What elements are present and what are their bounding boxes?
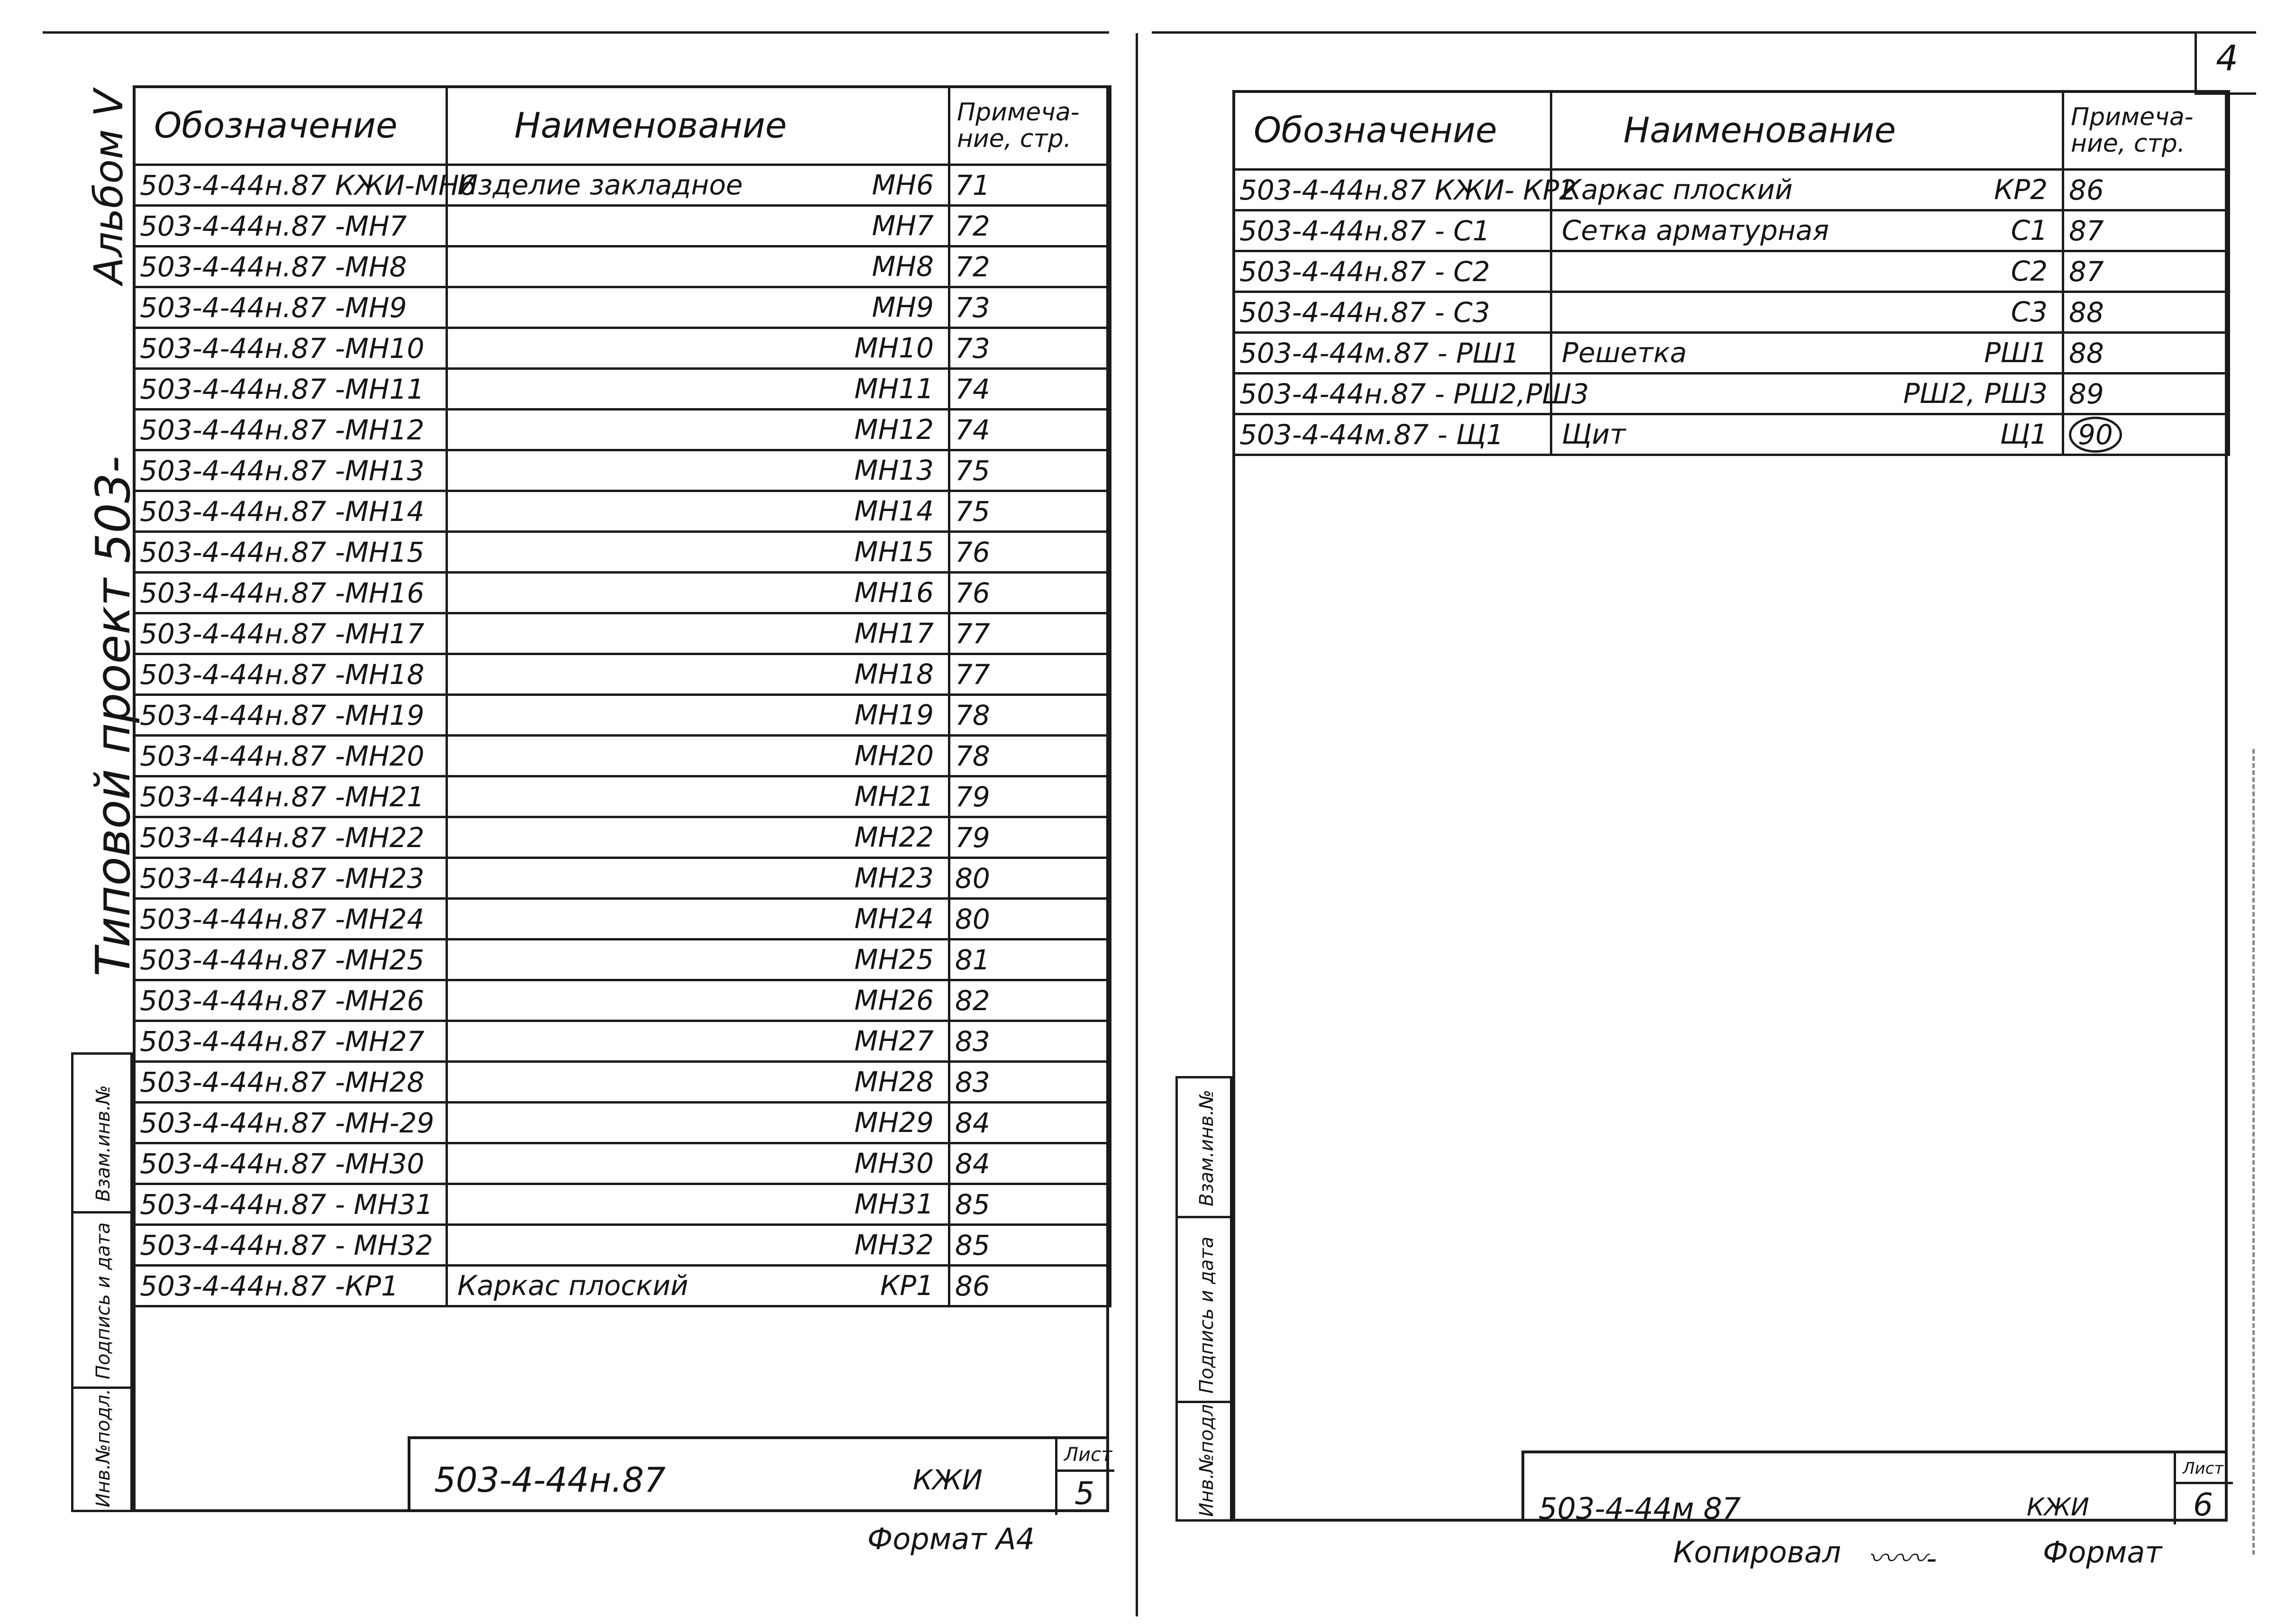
table-row	[134, 613, 1111, 654]
right-stamp-sheet-cell	[2174, 1453, 2233, 1524]
row-name	[447, 695, 949, 736]
row-designation: 503-4-44н.87 -МН11	[134, 369, 447, 410]
left-table-body	[134, 165, 1111, 1306]
row-page-value: 85	[955, 1229, 990, 1261]
row-designation: 503-4-44н.87 -МН23	[134, 858, 447, 899]
row-name	[447, 858, 949, 899]
left-stamp-sheet-number: 5	[1075, 1475, 1094, 1512]
row-page	[949, 1103, 1111, 1143]
table-row	[134, 410, 1111, 450]
right-header-note: Примеча-ние, стр.	[2063, 91, 2229, 170]
left-footer-format: Формат А4	[867, 1522, 1035, 1556]
table-row	[134, 573, 1111, 613]
row-name	[1551, 210, 2063, 251]
top-rule-left	[43, 31, 1109, 34]
left-stamp-divider	[1057, 1469, 1114, 1472]
right-side-seg-3	[1178, 1398, 1230, 1526]
row-item-mark: МН27	[854, 1025, 934, 1057]
row-designation: 503-4-44н.87 -МН15	[134, 532, 447, 573]
row-designation: 503-4-44н.87 -МН20	[134, 736, 447, 776]
row-name	[447, 165, 949, 206]
row-item-mark: С1	[2011, 214, 2048, 246]
row-designation: 503-4-44н.87 - С3	[1234, 292, 1551, 333]
right-table-body	[1234, 170, 2229, 455]
row-item-mark: МН22	[854, 821, 934, 853]
row-page	[2063, 170, 2229, 210]
table-row	[134, 858, 1111, 899]
row-page-value: 88	[2069, 337, 2104, 369]
right-side-inv-original: Инв.№подл.	[1196, 1398, 1218, 1517]
row-designation: 503-4-44н.87 -МН27	[134, 1021, 447, 1062]
row-designation: 503-4-44н.87 - С2	[1234, 251, 1551, 292]
right-stamp-sheet-label: Лист	[2183, 1459, 2224, 1478]
row-designation: 503-4-44н.87 -МН10	[134, 328, 447, 369]
row-page	[949, 1184, 1111, 1225]
row-page	[949, 206, 1111, 246]
row-designation: 503-4-44н.87 -МН9	[134, 287, 447, 328]
row-name	[1551, 374, 2063, 414]
row-designation: 503-4-44н.87 -МН22	[134, 817, 447, 858]
row-name	[447, 573, 949, 613]
table-row	[1234, 374, 2229, 414]
left-stamp-org: КЖИ	[913, 1464, 983, 1496]
top-rule-right	[1152, 31, 2256, 34]
row-designation: 503-4-44н.87 -МН13	[134, 450, 447, 491]
row-item-mark: МН25	[854, 943, 934, 976]
right-side-replace-inv: Взам.инв.№	[1196, 1089, 1218, 1206]
row-designation: 503-4-44н.87 -МН24	[134, 899, 447, 940]
row-page	[949, 410, 1111, 450]
table-row	[134, 1143, 1111, 1184]
row-page	[949, 858, 1111, 899]
header-note: Примеча-ние, стр.	[949, 87, 1111, 165]
row-page	[949, 1021, 1111, 1062]
row-designation: 503-4-44н.87 -МН18	[134, 654, 447, 695]
row-page-value: 76	[955, 536, 990, 568]
header-designation: Обозначение	[134, 87, 447, 165]
row-page	[949, 695, 1111, 736]
table-row	[134, 899, 1111, 940]
row-designation: 503-4-44н.87 - МН31	[134, 1184, 447, 1225]
table-row	[134, 1103, 1111, 1143]
table-row	[134, 1184, 1111, 1225]
right-footer-copied: Копировал	[1673, 1535, 1841, 1569]
row-designation: 503-4-44н.87 -КР1	[134, 1266, 447, 1306]
row-page-value: 86	[2069, 173, 2104, 206]
row-page-value: 87	[2069, 255, 2104, 288]
row-item-mark: МН32	[854, 1229, 934, 1261]
row-page-value: 87	[2069, 214, 2104, 247]
header-name: Наименование	[447, 87, 949, 165]
table-row	[1234, 292, 2229, 333]
row-designation: 503-4-44н.87 - РШ2,РШ3	[1234, 374, 1551, 414]
table-row	[134, 695, 1111, 736]
row-designation: 503-4-44н.87 -МН30	[134, 1143, 447, 1184]
row-item-mark: КР1	[880, 1269, 934, 1302]
row-designation: 503-4-44н.87 -МН14	[134, 491, 447, 532]
row-page-value: 78	[955, 739, 990, 772]
table-row	[134, 654, 1111, 695]
row-designation: 503-4-44н.87 -МН26	[134, 980, 447, 1021]
row-page-value: 71	[955, 169, 990, 201]
row-name	[447, 1184, 949, 1225]
row-page-value: 79	[955, 821, 990, 854]
table-row	[134, 980, 1111, 1021]
left-side-seg-3	[73, 1387, 130, 1517]
row-designation: 503-4-44н.87 -МН21	[134, 776, 447, 817]
left-stamp-code: 503-4-44н.87	[434, 1460, 666, 1500]
row-name	[447, 1266, 949, 1306]
row-item-name: Изделие закладное	[457, 169, 743, 201]
left-side-replace-inv: Взам.инв.№	[92, 1085, 114, 1202]
row-page-value: 80	[955, 862, 990, 894]
row-item-mark: МН29	[854, 1106, 934, 1139]
row-page-value: 85	[955, 1188, 990, 1221]
row-item-mark: МН13	[854, 454, 934, 486]
right-side-signature-date: Подпись и дата	[1196, 1236, 1218, 1394]
row-page-value: 76	[955, 576, 990, 609]
row-page	[949, 736, 1111, 776]
row-page-value: 86	[955, 1269, 990, 1302]
right-stamp-divider	[2176, 1482, 2233, 1484]
table-row	[134, 532, 1111, 573]
page-number: 4	[2216, 38, 2239, 79]
row-page-value: 80	[955, 903, 990, 935]
right-footer-signature: 〰〰-	[1867, 1541, 1937, 1576]
row-designation: 503-4-44н.87 КЖИ-МН6	[134, 165, 447, 206]
row-item-mark: МН28	[854, 1066, 934, 1098]
row-page-value: 84	[955, 1147, 990, 1180]
table-row	[134, 206, 1111, 246]
left-side-inv-original: Инв.№подл.	[92, 1388, 114, 1507]
row-page-value: 77	[955, 617, 990, 650]
table-row	[134, 165, 1111, 206]
row-item-mark: РШ1	[1984, 337, 2048, 369]
row-item-mark: МН12	[854, 413, 934, 446]
row-item-mark: МН17	[854, 617, 934, 649]
table-row	[134, 1266, 1111, 1306]
row-name	[447, 1021, 949, 1062]
row-page	[949, 940, 1111, 980]
row-designation: 503-4-44н.87 - С1	[1234, 210, 1551, 251]
row-designation: 503-4-44н.87 - МН32	[134, 1225, 447, 1266]
table-row	[1234, 333, 2229, 374]
table-row	[1234, 170, 2229, 210]
row-page	[2063, 333, 2229, 374]
row-page-value: 89	[2069, 377, 2104, 410]
row-page	[949, 532, 1111, 573]
left-side-title: Типовой проект 503-	[85, 456, 141, 976]
row-item-name: Сетка арматурная	[1562, 214, 1829, 246]
row-page-value: 75	[955, 454, 990, 487]
row-designation: 503-4-44н.87 -МН17	[134, 613, 447, 654]
right-header-row	[1234, 91, 2229, 170]
row-name	[447, 1103, 949, 1143]
row-page	[949, 246, 1111, 287]
left-side-stamp	[71, 1052, 133, 1512]
row-designation: 503-4-44н.87 -МН28	[134, 1062, 447, 1103]
row-page-value: 74	[955, 413, 990, 446]
row-item-mark: МН18	[854, 658, 934, 690]
row-name	[447, 899, 949, 940]
table-row	[134, 287, 1111, 328]
row-page	[949, 899, 1111, 940]
row-item-mark: Щ1	[2000, 418, 2048, 450]
row-name	[447, 1225, 949, 1266]
row-item-mark: МН24	[854, 903, 934, 935]
row-designation: 503-4-44н.87 -МН12	[134, 410, 447, 450]
row-name	[447, 450, 949, 491]
row-page-value: 88	[2069, 296, 2104, 328]
row-item-mark: МН8	[872, 250, 934, 283]
row-page	[949, 287, 1111, 328]
row-item-mark: КР2	[1994, 173, 2048, 206]
right-title-block	[1521, 1451, 2228, 1526]
row-page	[949, 1266, 1111, 1306]
right-edge-dashes	[2252, 749, 2255, 1555]
left-side-signature-date: Подпись и дата	[92, 1222, 114, 1379]
left-stamp-sheet-label: Лист	[1064, 1444, 1112, 1466]
right-side-seg-2	[1178, 1216, 1230, 1403]
row-page-value: 83	[955, 1025, 990, 1058]
row-page	[2063, 292, 2229, 333]
right-side-seg-1	[1178, 1078, 1230, 1216]
left-stamp-sheet-cell	[1055, 1439, 1114, 1515]
row-designation: 503-4-44н.87 -МН-29	[134, 1103, 447, 1143]
row-item-mark: МН21	[854, 780, 934, 812]
row-page	[949, 817, 1111, 858]
row-name	[1551, 170, 2063, 210]
row-item-mark: МН20	[854, 739, 934, 772]
row-designation: 503-4-44м.87 - Щ1	[1234, 414, 1551, 455]
table-row	[1234, 251, 2229, 292]
row-name	[1551, 292, 2063, 333]
row-page-value: 74	[955, 373, 990, 405]
row-name	[447, 817, 949, 858]
table-row	[134, 817, 1111, 858]
row-name	[447, 776, 949, 817]
row-page-circled: 90	[2069, 417, 2122, 453]
table-row	[1234, 414, 2229, 455]
table-row	[134, 1225, 1111, 1266]
row-item-mark: МН11	[854, 373, 934, 405]
left-spec-table	[133, 85, 1111, 1307]
row-name	[447, 369, 949, 410]
right-stamp-sheet-number: 6	[2193, 1487, 2213, 1523]
row-item-mark: МН16	[854, 576, 934, 609]
row-name	[447, 980, 949, 1021]
row-designation: 503-4-44н.87 -МН8	[134, 246, 447, 287]
row-item-mark: МН15	[854, 536, 934, 568]
left-side-album: Альбом V	[85, 89, 132, 284]
row-page-value: 83	[955, 1066, 990, 1098]
row-page-value: 73	[955, 291, 990, 324]
row-item-name: Каркас плоский	[1562, 173, 1793, 206]
row-page	[2063, 210, 2229, 251]
row-name	[1551, 414, 2063, 455]
right-header-name: Наименование	[1551, 91, 2063, 170]
row-item-mark: МН7	[872, 210, 934, 242]
row-item-mark: МН26	[854, 984, 934, 1016]
row-name	[447, 410, 949, 450]
right-spec-table	[1232, 90, 2230, 456]
right-footer-format: Формат	[2043, 1535, 2162, 1569]
row-name	[447, 654, 949, 695]
table-row	[134, 736, 1111, 776]
row-item-mark: МН14	[854, 495, 934, 527]
row-page	[949, 613, 1111, 654]
row-item-mark: МН31	[854, 1188, 934, 1220]
table-row	[134, 940, 1111, 980]
right-stamp-org: КЖИ	[2027, 1493, 2089, 1522]
row-item-mark: С3	[2011, 296, 2048, 328]
row-page	[949, 1062, 1111, 1103]
row-item-name: Решетка	[1562, 337, 1687, 369]
left-side-seg-2	[73, 1211, 130, 1389]
row-page	[949, 450, 1111, 491]
row-page	[949, 573, 1111, 613]
row-page-value: 78	[955, 699, 990, 731]
row-name	[447, 287, 949, 328]
table-row	[134, 450, 1111, 491]
row-name	[1551, 333, 2063, 374]
row-name	[447, 1062, 949, 1103]
row-page	[949, 369, 1111, 410]
table-row	[134, 1021, 1111, 1062]
row-item-mark: МН23	[854, 862, 934, 894]
row-item-name: Каркас плоский	[457, 1269, 689, 1302]
row-item-mark: МН10	[854, 332, 934, 364]
row-name	[447, 491, 949, 532]
table-row	[134, 491, 1111, 532]
row-item-mark: МН30	[854, 1147, 934, 1179]
row-item-mark: МН19	[854, 699, 934, 731]
row-page	[949, 491, 1111, 532]
table-row	[134, 1062, 1111, 1103]
row-page	[2063, 414, 2229, 455]
row-designation: 503-4-44н.87 -МН19	[134, 695, 447, 736]
row-page	[2063, 374, 2229, 414]
row-page	[949, 776, 1111, 817]
row-name	[447, 206, 949, 246]
row-designation: 503-4-44н.87 -МН25	[134, 940, 447, 980]
row-page	[949, 165, 1111, 206]
row-item-mark: МН9	[872, 291, 934, 323]
right-stamp-code: 503-4-44м 87	[1539, 1491, 1741, 1526]
row-item-name: Щит	[1562, 418, 1626, 450]
left-side-seg-1	[73, 1055, 130, 1211]
table-row	[134, 776, 1111, 817]
row-page-value: 77	[955, 658, 990, 691]
row-page-value: 79	[955, 780, 990, 813]
row-name	[447, 736, 949, 776]
row-page	[949, 980, 1111, 1021]
row-name	[447, 532, 949, 573]
row-item-mark: С2	[2011, 255, 2048, 287]
page-number-box	[2195, 33, 2256, 95]
table-row	[1234, 210, 2229, 251]
row-name	[1551, 251, 2063, 292]
row-name	[447, 328, 949, 369]
row-page-value: 81	[955, 943, 990, 976]
row-page	[949, 1143, 1111, 1184]
table-row	[134, 369, 1111, 410]
row-item-mark: РШ2, РШ3	[1903, 377, 2048, 410]
row-item-mark: МН6	[872, 169, 934, 201]
row-name	[447, 1143, 949, 1184]
table-row	[134, 246, 1111, 287]
center-fold-line	[1136, 33, 1138, 1616]
row-name	[447, 246, 949, 287]
row-page	[949, 328, 1111, 369]
left-header-row	[134, 87, 1111, 165]
right-header-designation: Обозначение	[1234, 91, 1551, 170]
row-page-value: 82	[955, 984, 990, 1017]
table-row	[134, 328, 1111, 369]
right-side-stamp	[1175, 1076, 1232, 1522]
row-page	[949, 1225, 1111, 1266]
row-page-value: 73	[955, 332, 990, 365]
left-title-block	[408, 1436, 1112, 1512]
row-page	[2063, 251, 2229, 292]
row-page-value: 75	[955, 495, 990, 528]
row-designation: 503-4-44н.87 КЖИ- КР2	[1234, 170, 1551, 210]
row-name	[447, 613, 949, 654]
row-designation: 503-4-44м.87 - РШ1	[1234, 333, 1551, 374]
row-page	[949, 654, 1111, 695]
row-designation: 503-4-44н.87 -МН7	[134, 206, 447, 246]
row-page-value: 72	[955, 250, 990, 283]
row-page-value: 84	[955, 1106, 990, 1139]
row-page-value: 72	[955, 210, 990, 242]
row-name	[447, 940, 949, 980]
row-designation: 503-4-44н.87 -МН16	[134, 573, 447, 613]
